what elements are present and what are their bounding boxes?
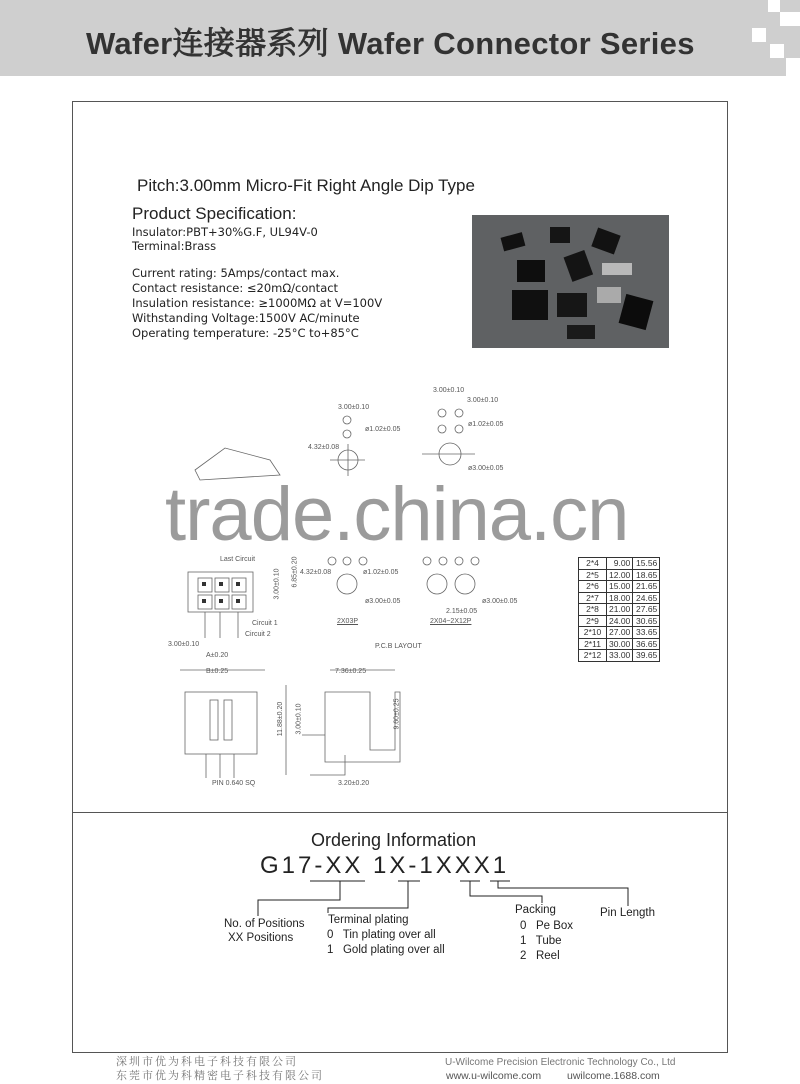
spec-voltage: Withstanding Voltage:1500V AC/minute [132, 311, 360, 325]
dimension-table-cell: 24.00 [607, 615, 633, 627]
circuit-2-label: Circuit 2 [245, 631, 271, 638]
decor-square [768, 0, 780, 12]
product-title: Pitch:3.00mm Micro-Fit Right Angle Dip Type [137, 176, 475, 195]
dimension-table-row [579, 627, 660, 639]
dim-label: 11.88±0.20 [277, 701, 285, 737]
store-link[interactable]: uwilcome.1688.com [567, 1070, 660, 1082]
dimension-table-cell: 15.00 [607, 581, 633, 593]
dimension-table-cell: 30.00 [607, 638, 633, 650]
pin-length-label: Pin Length [600, 907, 655, 919]
dimension-table-row [579, 569, 660, 581]
series-title: Wafer连接器系列 Wafer Connector Series [86, 26, 695, 61]
dim-label: A±0.20 [206, 652, 229, 659]
dimension-table-cell: 30.65 [633, 615, 660, 627]
spec-heading: Product Specification: [132, 204, 297, 223]
spec-temperature: Operating temperature: -25°C to+85°C [132, 326, 359, 340]
product-photo [472, 215, 669, 348]
dimension-table-cell: 9.00 [607, 558, 633, 570]
dim-label: 9.60±0.25 [393, 698, 401, 730]
technical-drawings [170, 380, 580, 800]
dimension-table-cell: 27.00 [607, 627, 633, 639]
decor-square [752, 28, 766, 42]
dim-label: 3.20±0.20 [338, 780, 370, 787]
dimension-table-row [579, 592, 660, 604]
connector-photo-image [472, 215, 669, 348]
dimension-table-cell: 2*4 [579, 558, 607, 570]
dimension-table-cell: 33.65 [633, 627, 660, 639]
dimension-table-cell: 2*11 [579, 638, 607, 650]
plating-option-tin: 0 Tin plating over all [327, 929, 436, 941]
spec-insulation-resistance: Insulation resistance: ≥1000MΩ at V=100V [132, 296, 383, 310]
last-circuit-label: Last Circuit [220, 556, 256, 563]
dim-label: ø1.02±0.05 [365, 426, 401, 433]
dimension-table-cell: 18.00 [607, 592, 633, 604]
watermark: trade.china.cn [165, 472, 629, 557]
spec-current: Current rating: 5Amps/contact max. [132, 266, 340, 280]
website-link[interactable]: www.u-wilcome.com [446, 1070, 542, 1082]
section-divider [72, 812, 728, 813]
dim-label: ø1.02±0.05 [468, 421, 504, 428]
dimension-table-cell: 39.65 [633, 650, 660, 662]
dimension-table-row [579, 638, 660, 650]
dimension-table-cell: 21.65 [633, 581, 660, 593]
spec-insulator: Insulator:PBT+30%G.F, UL94V-0 [132, 225, 318, 239]
dim-label: 6.85±0.20 [291, 556, 299, 588]
dim-label: ø3.00±0.05 [482, 598, 518, 605]
dim-label: 3.00±0.10 [168, 641, 200, 648]
dimension-table-cell: 15.56 [633, 558, 660, 570]
dim-label: B±0.25 [206, 668, 229, 675]
packing-title: Packing [515, 904, 556, 916]
dim-label: 3.00±0.10 [467, 397, 499, 404]
spec-contact-resistance: Contact resistance: ≤20mΩ/contact [132, 281, 339, 295]
dimension-table-cell: 2*7 [579, 592, 607, 604]
positions-title: No. of Positions [224, 918, 305, 930]
ordering-title: Ordering Information [311, 830, 477, 850]
pcb-layout-label: P.C.B LAYOUT [375, 643, 422, 650]
dimension-table-row [579, 604, 660, 616]
decor-square [770, 44, 784, 58]
dimension-table-cell: 24.65 [633, 592, 660, 604]
dimension-table-cell: 2*12 [579, 650, 607, 662]
dimension-table-cell: 33.00 [607, 650, 633, 662]
dimension-table-row [579, 650, 660, 662]
packing-option-reel: 2 Reel [520, 950, 560, 962]
dimension-table-cell: 2*6 [579, 581, 607, 593]
company-name-cn-1: 深圳市优为科电子科技有限公司 [116, 1056, 298, 1068]
part-number: G17-XX 1X-1XXX1 [260, 852, 510, 879]
dim-label: ø1.02±0.05 [363, 569, 399, 576]
dimension-table-cell: 27.65 [633, 604, 660, 616]
layout-2x03-label: 2X03P [337, 618, 359, 625]
dim-label: 7.36±0.25 [335, 668, 367, 675]
packing-option-tube: 1 Tube [520, 935, 562, 947]
dimension-table-cell: 18.65 [633, 569, 660, 581]
dim-label: ø3.00±0.05 [365, 598, 401, 605]
plating-title: Terminal plating [328, 914, 409, 926]
spec-terminal: Terminal:Brass [132, 239, 217, 253]
dimension-table-cell: 2*9 [579, 615, 607, 627]
pin-size-label: PIN 0.640 SQ [212, 780, 256, 787]
dim-label: ø3.00±0.05 [468, 465, 504, 472]
dim-label: 3.00±0.10 [338, 404, 370, 411]
dimension-table-cell: 2*5 [579, 569, 607, 581]
circuit-1-label: Circuit 1 [252, 620, 278, 627]
dimension-table-cell: 2*8 [579, 604, 607, 616]
dim-label: 3.00±0.10 [295, 703, 303, 735]
positions-value: XX Positions [228, 932, 294, 944]
decor-square [786, 58, 800, 76]
dimension-table-cell: 21.00 [607, 604, 633, 616]
dimension-table-row [579, 615, 660, 627]
dim-label: 3.00±0.10 [273, 568, 281, 600]
dim-label: 4.32±0.08 [308, 444, 340, 451]
company-name-en: U-Wilcome Precision Electronic Technology Co., Ltd [445, 1057, 676, 1068]
packing-option-pe-box: 0 Pe Box [520, 920, 574, 932]
dim-label: 3.00±0.10 [433, 387, 465, 394]
plating-option-gold: 1 Gold plating over all [327, 944, 445, 956]
dimension-table-cell: 36.65 [633, 638, 660, 650]
company-name-cn-2: 东莞市优为科精密电子科技有限公司 [116, 1070, 324, 1082]
dim-label: 4.32±0.08 [300, 569, 332, 576]
dimension-table [578, 557, 660, 662]
decor-square [780, 12, 800, 26]
layout-2x04-label: 2X04~2X12P [430, 618, 472, 625]
dim-label: 2.15±0.05 [446, 608, 478, 615]
page-header [0, 0, 800, 76]
dimension-table-cell: 2*10 [579, 627, 607, 639]
dimension-table-row [579, 581, 660, 593]
dimension-table-cell: 12.00 [607, 569, 633, 581]
dimension-table-row [579, 558, 660, 570]
